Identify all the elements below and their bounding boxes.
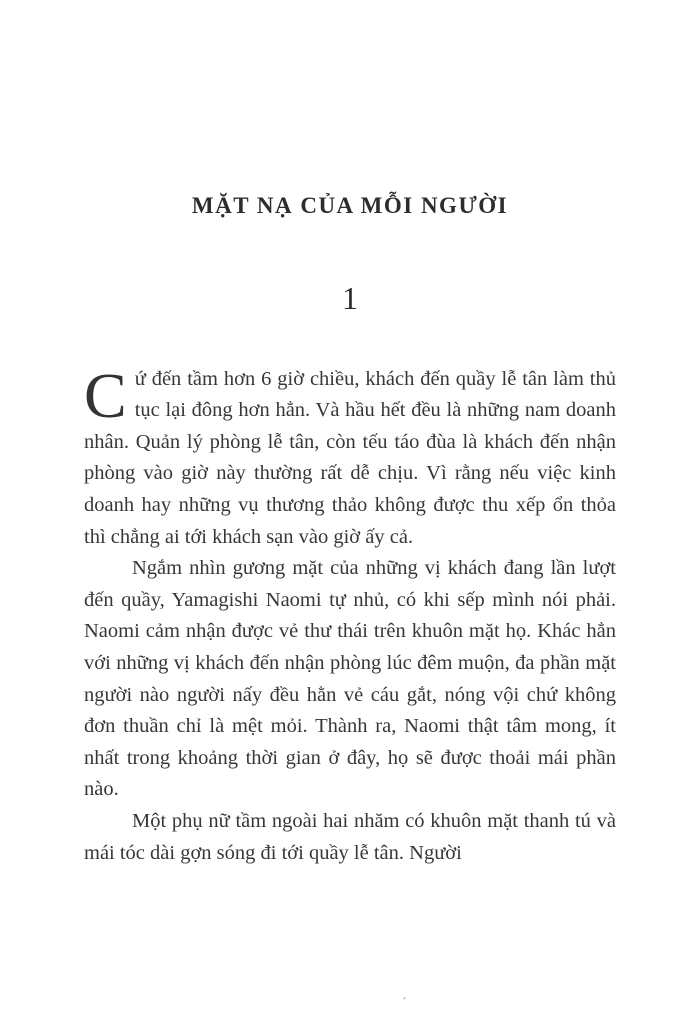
dropcap-letter: C bbox=[84, 359, 127, 431]
cutoff-text-mark: ´ bbox=[402, 996, 407, 1011]
paragraph-3: Một phụ nữ tầm ngoài hai nhăm có khuôn mặt thanh tú và mái tóc dài gợn sóng đi tới quầy lễ tân. Người bbox=[84, 809, 616, 864]
chapter-title: MẶT NẠ CỦA MỖI NGƯỜI bbox=[191, 193, 509, 218]
paragraph-2: Ngắm nhìn gương mặt của những vị khách đang lần lượt đến quầy, Yamagishi Naomi tự nhủ, có khi sếp mình nói phải. Naomi cảm nhận được vẻ thư thái trên khuôn mặt họ. Khác hẳn với những vị khách đến nhận phòng lúc đêm muộn, đa phần mặt người nào người nấy đều hằn vẻ cáu gắt, nóng vội chứ không đơn thuần chỉ là mệt mỏi. Thành ra, Naomi thật tâm mong, ít nhất trong khoảng thời gian ở đây, họ sẽ được thoải mái phần nào. bbox=[84, 557, 616, 801]
chapter-number: 1 bbox=[342, 279, 358, 316]
body-text bbox=[84, 359, 616, 870]
paragraph-1-text: ứ đến tầm hơn 6 giờ chiều, khách đến quầy lễ tân làm thủ tục lại đông hơn hẳn. Và hầu hết đều là những nam doanh nhân. Quản lý phòng lễ tân, còn tếu táo đùa là khách đến nhận phòng vào giờ này thường rất dễ chịu. Vì rằng nếu việc kinh doanh hay những vụ thương thảo không được thu xếp ổn thỏa thì chẳng ai tới khách sạn vào giờ ấy cả. bbox=[84, 367, 616, 548]
paragraph-1 bbox=[84, 359, 616, 554]
